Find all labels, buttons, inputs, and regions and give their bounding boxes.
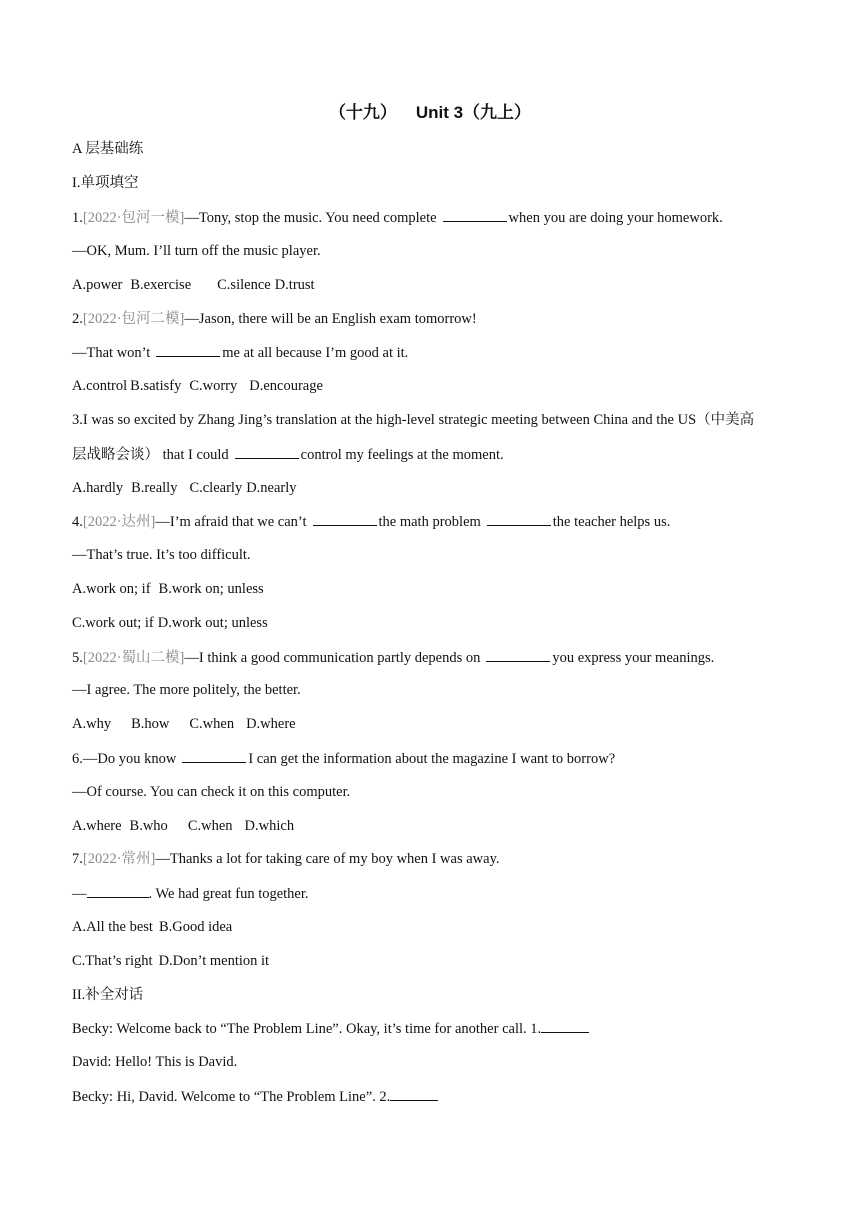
question-7-reply: — . We had great fun together. bbox=[72, 883, 309, 904]
question-5-stem: 5.[2022·蜀山二模]—I think a good communication partly depends on you express your meanings. bbox=[72, 647, 714, 668]
option-b: B.Good idea bbox=[158, 919, 233, 935]
option-d: D.nearly bbox=[246, 480, 297, 496]
answer-blank bbox=[487, 511, 551, 526]
page-title: （十九） Unit 3（九上） bbox=[328, 103, 532, 122]
question-3-stem-line1: 3.I was so excited by Zhang Jing’s translation at the high-level strategic meeting between China and the US（中美高 bbox=[72, 412, 755, 428]
question-6-stem: 6.—Do you know I can get the information about the magazine I want to borrow? bbox=[72, 748, 615, 769]
question-source: [2022·蜀山二模] bbox=[82, 650, 185, 666]
option-d: D.Don’t mention it bbox=[158, 953, 270, 969]
option-d: D.trust bbox=[274, 277, 315, 293]
question-5-reply: —I agree. The more politely, the better. bbox=[72, 682, 301, 698]
question-4-options-row2 bbox=[72, 613, 268, 633]
option-b: B.satisfy bbox=[130, 378, 182, 394]
answer-blank bbox=[156, 342, 220, 357]
option-a: A.work on; if bbox=[72, 581, 151, 597]
answer-blank bbox=[235, 444, 299, 459]
question-source: [2022·包河二模] bbox=[82, 311, 185, 327]
part1-heading: I.单项填空 bbox=[72, 175, 139, 191]
dialog-line-3: Becky: Hi, David. Welcome to “The Problem Line”. 2. bbox=[72, 1086, 438, 1107]
option-c: C.when bbox=[187, 818, 233, 834]
option-b: B.work on; unless bbox=[158, 581, 264, 597]
question-4-options-row1 bbox=[72, 579, 264, 599]
dialog-line-2: David: Hello! This is David. bbox=[72, 1054, 238, 1070]
answer-blank bbox=[313, 511, 377, 526]
option-a: A.control bbox=[72, 378, 128, 394]
option-c: C.clearly bbox=[189, 480, 243, 496]
question-3-options bbox=[72, 478, 297, 498]
option-b: B.really bbox=[131, 480, 178, 496]
option-b: B.how bbox=[131, 716, 170, 732]
option-a: A.All the best bbox=[72, 919, 153, 935]
option-a: A.where bbox=[72, 818, 122, 834]
question-4-stem: 4.[2022·达州]—I’m afraid that we can’t the math problem the teacher helps us. bbox=[72, 511, 670, 532]
question-source: [2022·常州] bbox=[82, 851, 156, 867]
option-d: D.work out; unless bbox=[157, 615, 268, 631]
question-source: [2022·包河一模] bbox=[82, 210, 185, 226]
option-d: D.which bbox=[244, 818, 295, 834]
question-1-options bbox=[72, 275, 315, 295]
option-d: D.encourage bbox=[249, 378, 323, 394]
question-6-options bbox=[72, 816, 294, 836]
question-2-stem: 2.[2022·包河二模]—Jason, there will be an English exam tomorrow! bbox=[72, 311, 477, 327]
part2-heading: II.补全对话 bbox=[72, 987, 144, 1003]
section-heading: A 层基础练 bbox=[72, 141, 144, 157]
question-7-options-row2 bbox=[72, 951, 269, 971]
answer-blank bbox=[87, 883, 149, 898]
option-a: A.power bbox=[72, 277, 123, 293]
option-b: B.who bbox=[129, 818, 168, 834]
option-b: B.exercise bbox=[130, 277, 192, 293]
question-3-stem-line2: 层战略会谈） that I could control my feelings at the moment. bbox=[72, 444, 504, 465]
option-c: C.worry bbox=[189, 378, 238, 394]
answer-blank bbox=[182, 748, 246, 763]
answer-blank bbox=[541, 1018, 589, 1033]
option-d: D.where bbox=[246, 716, 296, 732]
question-1-reply: —OK, Mum. I’ll turn off the music player. bbox=[72, 243, 321, 259]
answer-blank bbox=[486, 647, 550, 662]
dialog-line-1: Becky: Welcome back to “The Problem Line”. Okay, it’s time for another call. 1. bbox=[72, 1018, 589, 1039]
question-2-options bbox=[72, 376, 323, 396]
question-1-stem: 1.[2022·包河一模]—Tony, stop the music. You need complete when you are doing your homework. bbox=[72, 207, 723, 228]
question-7-stem: 7.[2022·常州]—Thanks a lot for taking care of my boy when I was away. bbox=[72, 851, 500, 867]
question-4-reply: —That’s true. It’s too difficult. bbox=[72, 547, 251, 563]
question-7-options-row1 bbox=[72, 917, 232, 937]
option-c: C.silence bbox=[217, 277, 271, 293]
option-c: C.when bbox=[189, 716, 235, 732]
option-c: C.work out; if bbox=[72, 615, 154, 631]
question-6-reply: —Of course. You can check it on this computer. bbox=[72, 784, 351, 800]
question-5-options bbox=[72, 714, 296, 734]
answer-blank bbox=[390, 1086, 438, 1101]
option-c: C.That’s right bbox=[72, 953, 153, 969]
question-source: [2022·达州] bbox=[82, 514, 156, 530]
option-a: A.why bbox=[72, 716, 112, 732]
question-2-reply: —That won’t me at all because I’m good at it. bbox=[72, 342, 408, 363]
answer-blank bbox=[443, 207, 507, 222]
option-a: A.hardly bbox=[72, 480, 124, 496]
